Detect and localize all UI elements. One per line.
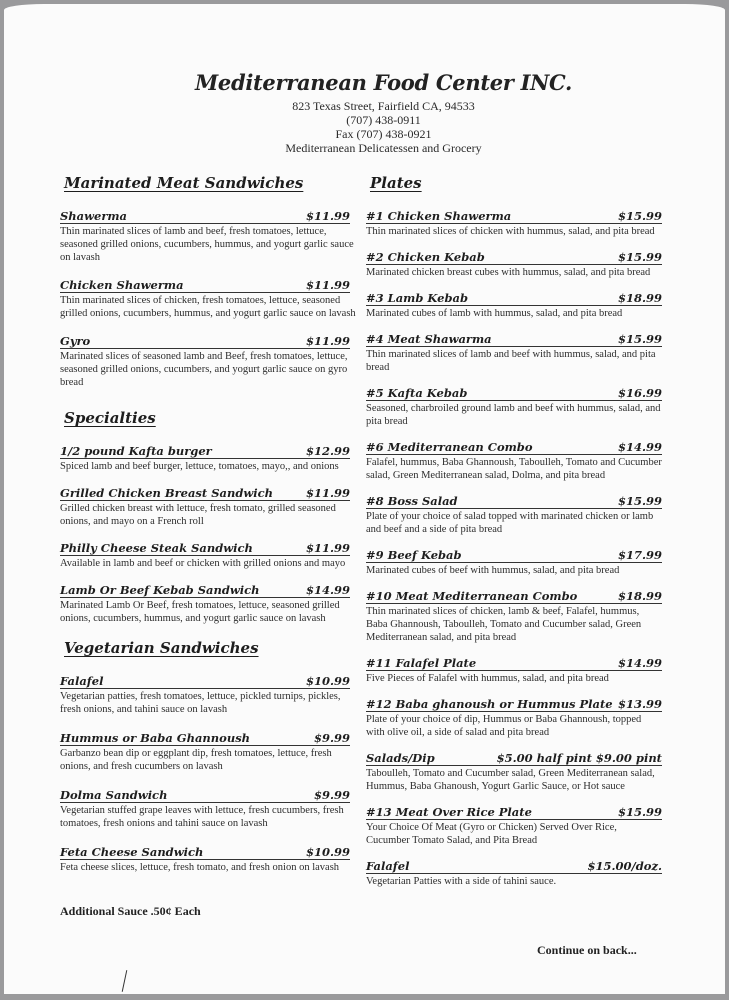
item-price: $11.99 bbox=[305, 541, 350, 555]
item-header bbox=[60, 731, 350, 746]
item-header bbox=[366, 209, 662, 224]
item-header bbox=[366, 805, 662, 820]
item-name: Philly Cheese Steak Sandwich bbox=[60, 541, 253, 555]
item-description: Grilled chicken breast with lettuce, fresh tomato, grilled seasoned onions, and mayo on a French roll bbox=[60, 503, 336, 527]
menu-item bbox=[60, 788, 360, 830]
item-description: Vegetarian stuffed grape leaves with lettuce, fresh cucumbers, fresh tomatoes, fresh onions and tahini sauce on lavash bbox=[60, 805, 344, 829]
item-price: $14.99 bbox=[617, 440, 662, 454]
menu-item bbox=[366, 209, 662, 238]
menu-item bbox=[366, 386, 662, 428]
menu-item bbox=[366, 589, 662, 644]
item-name: Gyro bbox=[60, 334, 91, 348]
menu-item bbox=[60, 209, 360, 264]
item-description: Available in lamb and beef or chicken with grilled onions and mayo bbox=[60, 558, 346, 569]
item-description: Thin marinated slices of lamb and beef with hummus, salad, and pita bread bbox=[366, 349, 656, 373]
tagline: Mediterranean Delicatessen and Grocery bbox=[285, 141, 482, 155]
item-name: #8 Boss Salad bbox=[366, 494, 458, 508]
item-name: Salads/Dip bbox=[366, 751, 435, 765]
item-description: Spiced lamb and beef burger, lettuce, tomatoes, mayo,, and onions bbox=[60, 461, 339, 472]
item-name: Chicken Shawerma bbox=[60, 278, 184, 292]
item-name: Lamb Or Beef Kebab Sandwich bbox=[60, 583, 260, 597]
menu-item bbox=[366, 291, 662, 320]
item-name: Shawerma bbox=[60, 209, 128, 223]
restaurant-name: Mediterranean Food Center INC. bbox=[194, 70, 573, 95]
item-header bbox=[60, 486, 350, 501]
menu-item bbox=[60, 583, 360, 625]
item-description: Feta cheese slices, lettuce, fresh tomato, and fresh onion on lavash bbox=[60, 862, 340, 873]
item-name: #6 Mediterranean Combo bbox=[366, 440, 533, 454]
item-description: Thin marinated slices of chicken, fresh tomatoes, lettuce, seasoned grilled onions, cucumbers, hummus, and yogurt garlic sauce on lavash bbox=[60, 295, 356, 319]
item-name: #1 Chicken Shawerma bbox=[366, 209, 512, 223]
item-description: Taboulleh, Tomato and Cucumber salad, Green Mediterranean salad, Hummus, Baba Ghanoush, Yogurt Garlic Sauce, or Hot sauce bbox=[366, 768, 655, 792]
section-title-marinated: Marinated Meat Sandwiches bbox=[64, 174, 304, 192]
item-price: $15.00/doz. bbox=[587, 859, 662, 873]
item-header bbox=[366, 751, 662, 766]
item-description: Vegetarian patties, fresh tomatoes, lettuce, pickled turnips, pickles, fresh onions, and tahini sauce on lavash bbox=[60, 691, 341, 715]
item-description: Marinated chicken breast cubes with hummus, salad, and pita bread bbox=[366, 267, 651, 278]
item-name: #2 Chicken Kebab bbox=[366, 250, 485, 264]
item-header bbox=[366, 332, 662, 347]
item-header bbox=[366, 656, 662, 671]
menu-item bbox=[366, 805, 662, 847]
menu-item bbox=[60, 731, 360, 773]
item-description: Thin marinated slices of chicken, lamb & beef, Falafel, hummus, Baba Ghannoush, Taboulleh, Tomato and Cucumber salad, Green Mediterranean salad, and pita bread bbox=[366, 606, 642, 643]
menu-item bbox=[60, 674, 360, 716]
menu-item bbox=[60, 541, 360, 570]
item-name: #5 Kafta Kebab bbox=[366, 386, 468, 400]
menu-item bbox=[60, 334, 360, 389]
item-header bbox=[366, 548, 662, 563]
item-price: $9.99 bbox=[313, 788, 350, 802]
item-header bbox=[60, 674, 350, 689]
menu-header bbox=[4, 70, 729, 155]
item-name: #4 Meat Shawarma bbox=[366, 332, 492, 346]
menu-item bbox=[366, 494, 662, 536]
item-price: $11.99 bbox=[305, 334, 350, 348]
item-header bbox=[366, 291, 662, 306]
item-price: $18.99 bbox=[617, 589, 662, 603]
fax: Fax (707) 438-0921 bbox=[335, 127, 432, 141]
item-name: #13 Meat Over Rice Plate bbox=[366, 805, 532, 819]
item-price: $17.99 bbox=[617, 548, 662, 562]
left-column bbox=[60, 174, 360, 889]
item-name: Hummus or Baba Ghannoush bbox=[60, 731, 251, 745]
item-name: #12 Baba ghanoush or Hummus Plate bbox=[366, 697, 613, 711]
item-price: $14.99 bbox=[305, 583, 350, 597]
item-name: Grilled Chicken Breast Sandwich bbox=[60, 486, 274, 500]
item-price: $10.99 bbox=[305, 674, 350, 688]
item-header bbox=[366, 494, 662, 509]
menu-item bbox=[60, 486, 360, 528]
item-price: $11.99 bbox=[305, 278, 350, 292]
item-description: Marinated cubes of beef with hummus, salad, and pita bread bbox=[366, 565, 620, 576]
item-price: $15.99 bbox=[617, 805, 662, 819]
item-header bbox=[366, 859, 662, 874]
menu-item bbox=[366, 697, 662, 739]
phone: (707) 438-0911 bbox=[346, 113, 421, 127]
item-name: Falafel bbox=[366, 859, 410, 873]
menu-item bbox=[366, 332, 662, 374]
item-price: $15.99 bbox=[617, 332, 662, 346]
section-title-plates: Plates bbox=[370, 174, 422, 192]
item-price: $16.99 bbox=[617, 386, 662, 400]
additional-sauce-note: Additional Sauce .50¢ Each bbox=[60, 904, 201, 918]
item-header bbox=[60, 788, 350, 803]
item-description: Plate of your choice of dip, Hummus or Baba Ghannoush, topped with olive oil, a side of salad and pita bread bbox=[366, 714, 642, 738]
item-header bbox=[60, 278, 350, 293]
item-description: Marinated Lamb Or Beef, fresh tomatoes, lettuce, seasoned grilled onions, cucumbers, hummus, and yogurt garlic sauce on lavash bbox=[60, 600, 340, 624]
item-header bbox=[60, 541, 350, 556]
menu-item bbox=[366, 859, 662, 888]
section-title-specialties: Specialties bbox=[64, 409, 156, 427]
item-price: $9.99 bbox=[313, 731, 350, 745]
item-price: $13.99 bbox=[617, 697, 662, 711]
item-description: Seasoned, charbroiled ground lamb and beef with hummus, salad, and pita bread bbox=[366, 403, 661, 427]
item-header bbox=[60, 209, 350, 224]
item-description: Your Choice Of Meat (Gyro or Chicken) Served Over Rice, Cucumber Tomato Salad, and Pita Bread bbox=[366, 822, 617, 846]
item-price: $18.99 bbox=[617, 291, 662, 305]
item-price: $11.99 bbox=[305, 209, 350, 223]
right-column bbox=[366, 174, 662, 900]
item-price: $15.99 bbox=[617, 209, 662, 223]
item-description: Marinated slices of seasoned lamb and Beef, fresh tomatoes, lettuce, seasoned grilled onions, cucumbers, and yogurt garlic sauce on gyro bread bbox=[60, 351, 348, 388]
address: 823 Texas Street, Fairfield CA, 94533 bbox=[292, 99, 475, 113]
item-description: Vegetarian Patties with a side of tahini sauce. bbox=[366, 876, 557, 887]
item-name: Feta Cheese Sandwich bbox=[60, 845, 204, 859]
item-header bbox=[366, 697, 662, 712]
item-header bbox=[60, 334, 350, 349]
item-description: Plate of your choice of salad topped with marinated chicken or lamb and beef and a side of pita bread bbox=[366, 511, 654, 535]
item-description: Garbanzo bean dip or eggplant dip, fresh tomatoes, lettuce, fresh onions, and fresh cucumbers on lavash bbox=[60, 748, 332, 772]
item-price: $14.99 bbox=[617, 656, 662, 670]
item-description: Five Pieces of Falafel with hummus, salad, and pita bread bbox=[366, 673, 609, 684]
item-description: Falafel, hummus, Baba Ghannoush, Taboulleh, Tomato and Cucumber salad, Green Mediterranean salad, Dolma, and pita bread bbox=[366, 457, 662, 481]
item-description: Thin marinated slices of chicken with hummus, salad, and pita bread bbox=[366, 226, 655, 237]
item-name: #3 Lamb Kebab bbox=[366, 291, 468, 305]
item-name: 1/2 pound Kafta burger bbox=[60, 444, 212, 458]
menu-item bbox=[366, 250, 662, 279]
item-header bbox=[366, 589, 662, 604]
menu-item bbox=[366, 440, 662, 482]
menu-item bbox=[366, 548, 662, 577]
menu-item bbox=[366, 656, 662, 685]
item-name: #9 Beef Kebab bbox=[366, 548, 462, 562]
item-price: $12.99 bbox=[305, 444, 350, 458]
menu-item bbox=[366, 751, 662, 793]
item-price: $11.99 bbox=[305, 486, 350, 500]
menu-item bbox=[60, 278, 360, 320]
item-name: Dolma Sandwich bbox=[60, 788, 168, 802]
item-price: $15.99 bbox=[617, 494, 662, 508]
item-header bbox=[366, 386, 662, 401]
item-description: Thin marinated slices of lamb and beef, fresh tomatoes, lettuce, seasoned grilled onions, cucumbers, hummus, and yogurt garlic sauce on lavash bbox=[60, 226, 354, 263]
section-title-vegetarian: Vegetarian Sandwiches bbox=[64, 639, 259, 657]
item-price: $10.99 bbox=[305, 845, 350, 859]
menu-item bbox=[60, 444, 360, 473]
item-header bbox=[366, 440, 662, 455]
item-header bbox=[366, 250, 662, 265]
continue-note: Continue on back... bbox=[537, 943, 637, 957]
item-price: $15.99 bbox=[617, 250, 662, 264]
item-name: #11 Falafel Plate bbox=[366, 656, 477, 670]
item-header bbox=[60, 845, 350, 860]
menu-item bbox=[60, 845, 360, 874]
item-name: #10 Meat Mediterranean Combo bbox=[366, 589, 578, 603]
item-price: $5.00 half pint $9.00 pint bbox=[496, 751, 662, 765]
item-name: Falafel bbox=[60, 674, 104, 688]
item-header bbox=[60, 583, 350, 598]
item-header bbox=[60, 444, 350, 459]
item-description: Marinated cubes of lamb with hummus, salad, and pita bread bbox=[366, 308, 623, 319]
